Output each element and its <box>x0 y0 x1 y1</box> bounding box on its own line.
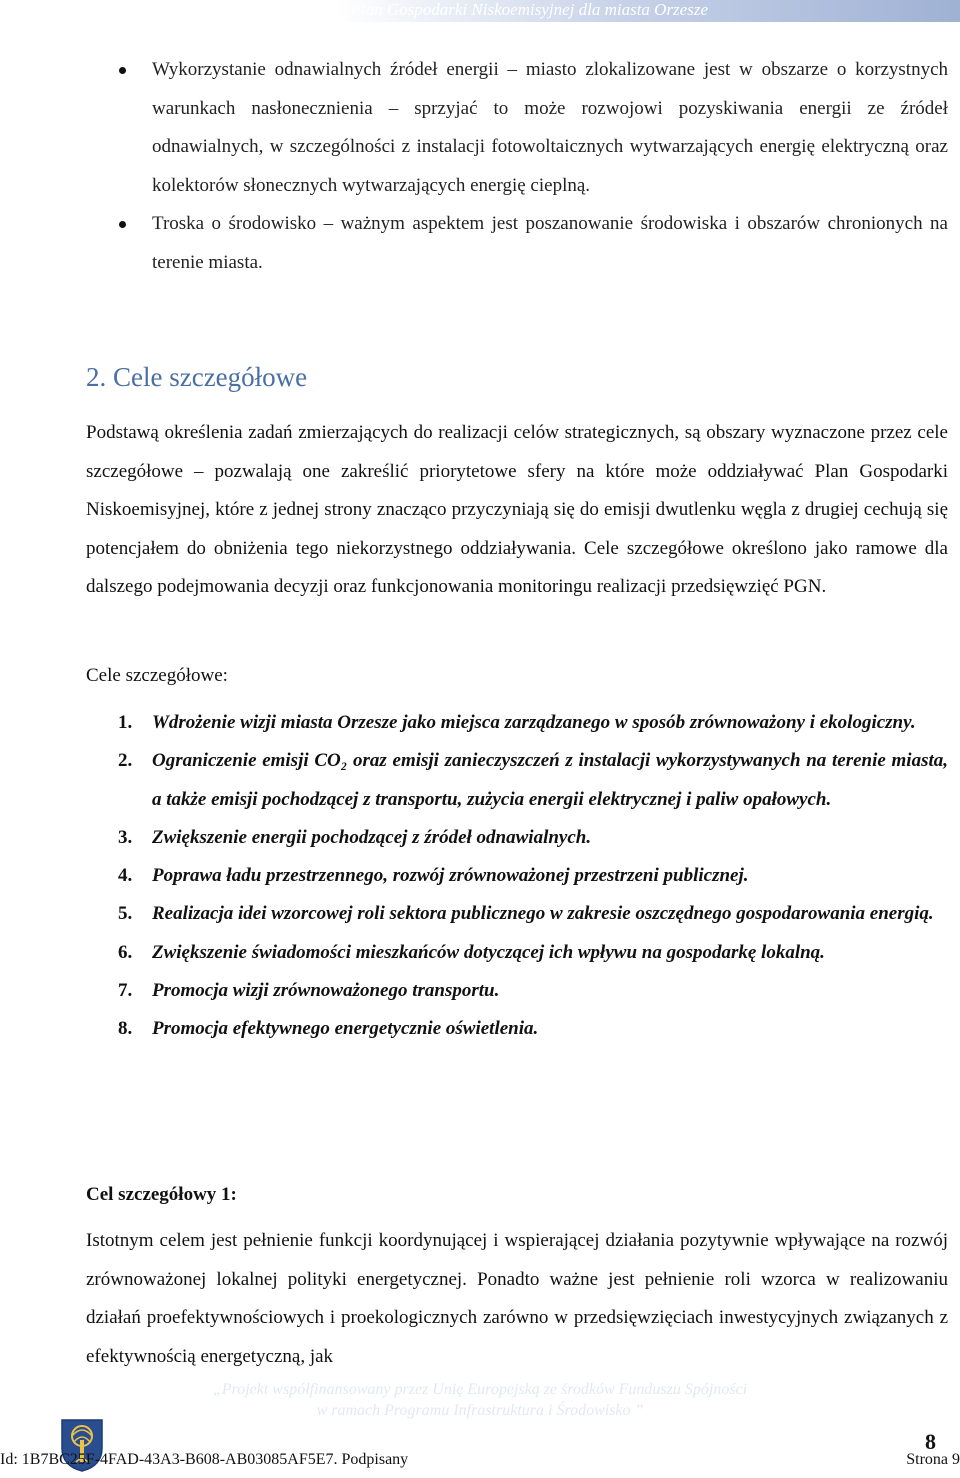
bullet-icon <box>119 67 126 74</box>
goal-text: Promocja wizji zrównoważonego transportu. <box>152 980 500 1002</box>
signature-id: Id: 1B7BC25F-4FAD-43A3-B608-AB03085AF5E7. Podpisany <box>0 1451 409 1468</box>
bullet-icon <box>119 221 126 228</box>
intro-paragraph: Podstawą określenia zadań zmierzających do realizacji celów strategicznych, są obszary wyznaczone przez cele szczegółowe – pozwalają one zakreślić priorytetowe sfery na które może oddziaływać Plan Gospodarki Niskoemisyjnej, które z jednej strony znacząco przyczyniają się do emisji dwutlenku węgla z drugiej cechują się potencjałem do obniżenia tego niekorzystnego oddziaływania. Cele szczegółowe określono jako ramowe dla dalszego podejmowania decyzji oraz funkcjonowania monitoringu realizacji przedsięwzięć PGN. <box>86 422 948 598</box>
page-header <box>0 0 960 22</box>
goals-label: Cele szczegółowe: <box>86 665 228 686</box>
goal-item <box>118 1010 948 1048</box>
goal-text: Promocja efektywnego energetycznie oświetlenia. <box>152 1018 539 1040</box>
goal-item <box>118 704 948 742</box>
goal-number: 2. <box>118 750 133 772</box>
goal-number: 3. <box>118 826 133 848</box>
goal-item <box>118 819 948 857</box>
goal-item <box>118 972 948 1010</box>
goal-number: 8. <box>118 1018 133 1040</box>
goal-number: 4. <box>118 865 133 887</box>
goals-list <box>118 704 948 1049</box>
bullet-item <box>152 51 948 205</box>
goal-item <box>118 895 948 933</box>
goal-text: Zwiększenie energii pochodzącej z źródeł odnawialnych. <box>152 826 592 848</box>
cel1-paragraph: Istotnym celem jest pełnienie funkcji koordynującej i wspierającej działania pozytywnie wpływające na rozwój zrównoważonej lokalnej polityki energetycznej. Ponadto ważne jest pełnienie roli wzorca w realizowaniu działań proefektywnościowych i proekologicznych zarówno w przedsięwzięciach inwestycyjnych związanych z efektywnością energetyczną, jak <box>86 1230 948 1367</box>
footer-cofinance-line2: w ramach Programu Infrastruktura i Środowisko ” <box>316 1402 644 1419</box>
header-title: Plan Gospodarki Niskoemisyjnej dla miasta Orzesze <box>350 0 708 19</box>
goal-text: Wdrożenie wizji miasta Orzesze jako miejsca zarządzanego w sposób zrównoważony i ekologiczny. <box>152 712 916 733</box>
bullet-item <box>152 205 948 282</box>
goal-number: 7. <box>118 980 133 1002</box>
goal-text: Ograniczenie emisji CO₂ oraz emisji zanieczyszczeń z instalacji wykorzystywanych na terenie miasta, a także emisji pochodzącej z transportu, zużycia energii elektrycznej i paliw opałowych. <box>152 750 948 810</box>
goal-number: 1. <box>118 712 133 733</box>
bullet-list <box>152 51 948 283</box>
goal-text: Zwiększenie świadomości mieszkańców dotyczącej ich wpływu na gospodarkę lokalną. <box>152 941 825 963</box>
goal-item <box>118 934 948 972</box>
goal-text: Poprawa ładu przestrzennego, rozwój zrównoważonej przestrzeni publicznej. <box>152 865 749 887</box>
goal-number: 6. <box>118 941 133 963</box>
cel1-heading: Cel szczegółowy 1: <box>86 1184 237 1205</box>
goal-item <box>118 857 948 895</box>
page-number: 8 <box>925 1429 936 1454</box>
goal-number: 5. <box>118 903 133 925</box>
goal-item <box>118 742 948 819</box>
page-label: Strona 9 <box>906 1451 960 1468</box>
section-heading: 2. Cele szczegółowe <box>86 362 308 392</box>
goal-text: Realizacja idei wzorcowej roli sektora publicznego w zakresie oszczędnego gospodarowania energią. <box>152 903 934 925</box>
bullet-text: Wykorzystanie odnawialnych źródeł energii – miasto zlokalizowane jest w obszarze o korzystnych warunkach nasłonecznienia – sprzyjać to może rozwojowi pozyskiwania energii ze źródeł odnawialnych, w szczególności z instalacji fotowoltaicznych wytwarzających energię elektryczną oraz kolektorów słonecznych wytwarzających energię cieplną. <box>152 59 948 196</box>
footer-cofinance-line1: „Projekt współfinansowany przez Unię Europejską ze środków Funduszu Spójności <box>212 1381 748 1398</box>
bullet-text: Troska o środowisko – ważnym aspektem jest poszanowanie środowiska i obszarów chronionych na terenie miasta. <box>152 213 948 273</box>
